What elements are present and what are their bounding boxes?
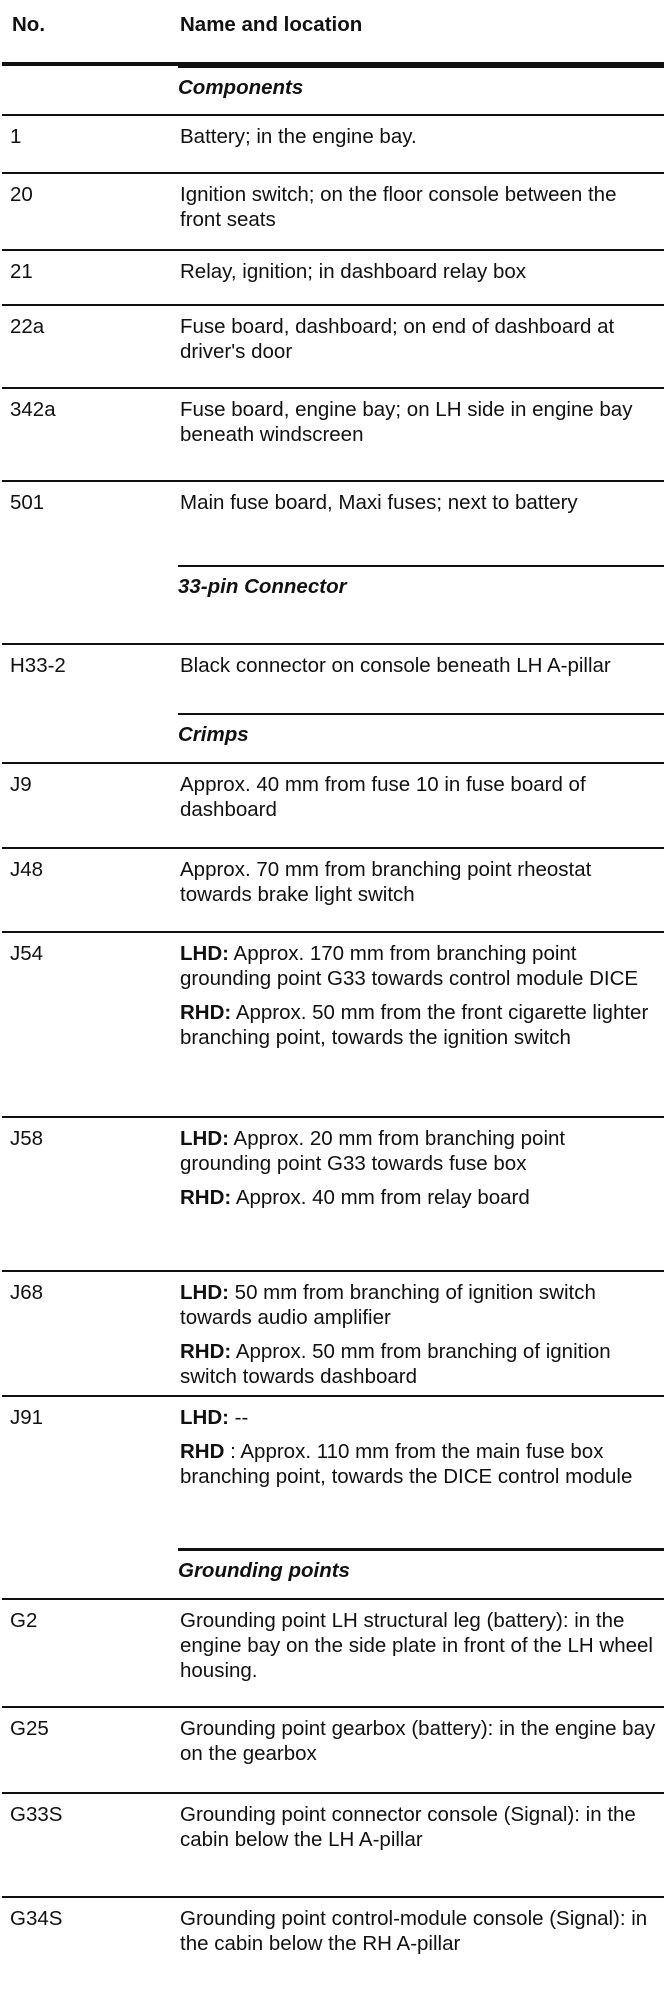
row-number: J54 xyxy=(10,942,44,965)
lhd-label: LHD: xyxy=(180,1406,229,1429)
table-row xyxy=(2,762,664,847)
rhd-label: RHD xyxy=(180,1440,225,1463)
row-description: Main fuse board, Maxi fuses; next to battery xyxy=(180,491,578,514)
section-header-grounding-points xyxy=(178,1548,664,1598)
table-row xyxy=(2,1395,664,1548)
rhd-label: RHD: xyxy=(180,1001,232,1024)
row-number: 501 xyxy=(10,491,45,514)
row-description: LHD: Approx. 170 mm from branching point grounding point G33 towards control module DICE RHD: Approx. 50 mm from the front cigarette lighter branching point, towards the ignition switch xyxy=(180,942,649,1049)
row-description: LHD: -- RHD : Approx. 110 mm from the main fuse box branching point, towards the DICE control module xyxy=(180,1406,633,1488)
table-header xyxy=(2,0,664,66)
row-description: Grounding point connector console (Signal): in the cabin below the LH A-pillar xyxy=(180,1803,636,1851)
row-description: LHD: Approx. 20 mm from branching point grounding point G33 towards fuse box RHD: Approx. 40 mm from relay board xyxy=(180,1127,566,1209)
row-description: Fuse board, engine bay; on LH side in engine bay beneath windscreen xyxy=(180,398,633,446)
row-number: J9 xyxy=(10,773,32,796)
table-row xyxy=(2,1706,664,1792)
section-title: Components xyxy=(178,76,304,99)
rhd-label: RHD: xyxy=(180,1340,232,1363)
table-row xyxy=(2,387,664,480)
section-header-components xyxy=(178,66,664,114)
table-row xyxy=(2,304,664,387)
lhd-label: LHD: xyxy=(180,942,229,965)
row-description: Grounding point LH structural leg (battery): in the engine bay on the side plate in front of the LH wheel housing. xyxy=(180,1609,653,1682)
row-description: Relay, ignition; in dashboard relay box xyxy=(180,260,527,283)
row-description: Ignition switch; on the floor console between the front seats xyxy=(180,183,617,231)
table-row xyxy=(2,1896,664,2002)
row-description: Fuse board, dashboard; on end of dashboard at driver's door xyxy=(180,315,615,363)
table-row xyxy=(2,172,664,249)
table-row xyxy=(2,1792,664,1896)
row-number: 1 xyxy=(10,125,22,148)
table-row xyxy=(2,847,664,931)
lhd-label: LHD: xyxy=(180,1281,229,1304)
section-header-connector xyxy=(178,565,664,643)
row-number: G2 xyxy=(10,1609,38,1632)
row-number: G33S xyxy=(10,1803,63,1826)
row-description: Approx. 70 mm from branching point rheostat towards brake light switch xyxy=(180,858,592,906)
row-number: 20 xyxy=(10,183,33,206)
row-number: J91 xyxy=(10,1406,44,1429)
row-number: H33-2 xyxy=(10,654,66,677)
table-row xyxy=(2,114,664,172)
table-row xyxy=(2,480,664,565)
row-number: 342a xyxy=(10,398,56,421)
section-title: Grounding points xyxy=(178,1559,350,1582)
row-number: J68 xyxy=(10,1281,44,1304)
column-header-no: No. xyxy=(12,13,46,36)
rhd-label: RHD: xyxy=(180,1186,232,1209)
row-description: Approx. 40 mm from fuse 10 in fuse board of dashboard xyxy=(180,773,586,821)
column-header-name: Name and location xyxy=(180,13,363,36)
table-row xyxy=(2,931,664,1116)
table-row xyxy=(2,643,664,713)
section-header-crimps xyxy=(178,713,664,762)
section-title: 33-pin Connector xyxy=(178,575,347,598)
row-number: J48 xyxy=(10,858,44,881)
table-row xyxy=(2,249,664,304)
row-description: Black connector on console beneath LH A-pillar xyxy=(180,654,611,677)
row-number: G25 xyxy=(10,1717,49,1740)
row-number: G34S xyxy=(10,1907,63,1930)
lhd-label: LHD: xyxy=(180,1127,229,1150)
row-number: J58 xyxy=(10,1127,44,1150)
row-number: 21 xyxy=(10,260,33,283)
table-row xyxy=(2,1116,664,1270)
row-description: LHD: 50 mm from branching of ignition switch towards audio amplifier RHD: Approx. 50 mm from branching of ignition switch towards dashboard xyxy=(180,1281,611,1388)
table-row xyxy=(2,1598,664,1706)
table-row xyxy=(2,1270,664,1395)
row-number: 22a xyxy=(10,315,45,338)
row-description: Grounding point gearbox (battery): in the engine bay on the gearbox xyxy=(180,1717,656,1765)
row-description: Grounding point control-module console (Signal): in the cabin below the RH A-pillar xyxy=(180,1907,648,1955)
section-title: Crimps xyxy=(178,723,249,746)
row-description: Battery; in the engine bay. xyxy=(180,125,417,148)
